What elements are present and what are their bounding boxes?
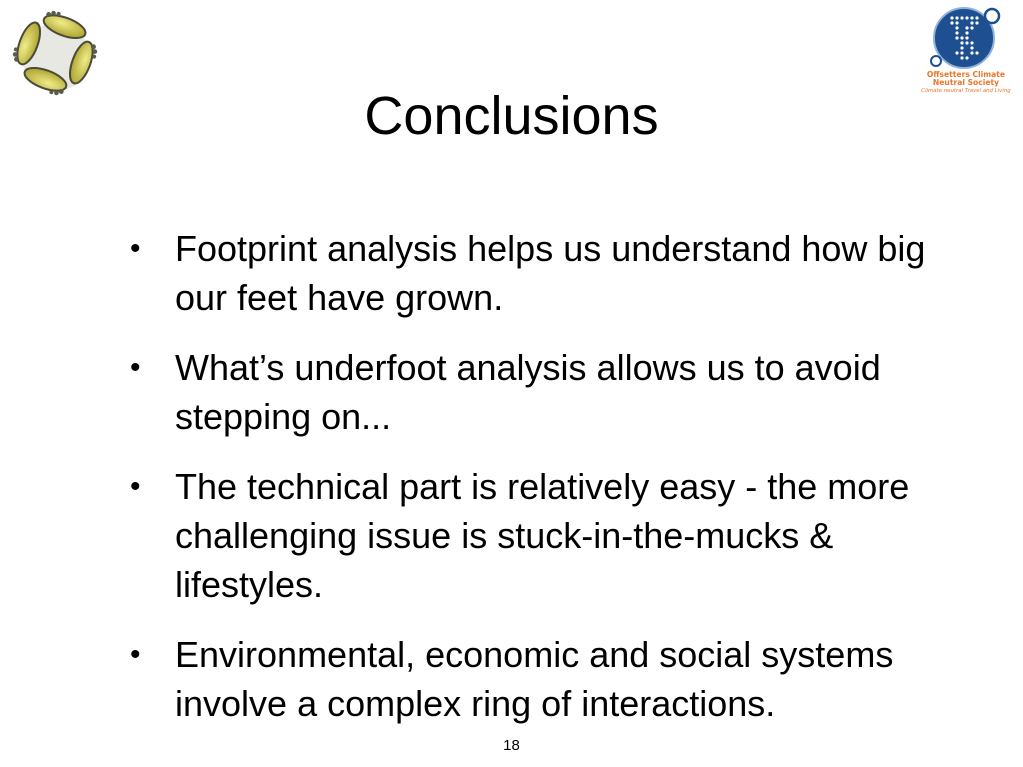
bullet-dot-icon: •	[130, 638, 141, 671]
bullet-list	[126, 224, 926, 749]
bullet-dot-icon: •	[130, 351, 141, 384]
bullet-text: The technical part is relatively easy - the more challenging issue is stuck-in-the-mucks & lifestyles.	[175, 466, 910, 605]
bullet-text: Environmental, economic and social systems involve a complex ring of interactions.	[175, 634, 894, 724]
bullet-item	[126, 630, 926, 728]
bullet-text: Footprint analysis helps us understand how big our feet have grown.	[175, 228, 926, 318]
bullet-dot-icon: •	[130, 470, 141, 503]
bullet-item	[126, 462, 926, 609]
page-number: 18	[503, 737, 520, 754]
society-tagline: Climate neutral Travel and Living	[921, 87, 1011, 94]
slide-title: Conclusions	[364, 86, 659, 146]
bullet-item	[126, 343, 926, 441]
society-logo-icon	[930, 4, 1002, 70]
bullet-item	[126, 224, 926, 322]
bullet-text: What’s underfoot analysis allows us to avoid stepping on...	[175, 347, 881, 437]
bullet-dot-icon: •	[130, 232, 141, 265]
society-name: Offsetters Climate Neutral Society	[926, 70, 1006, 88]
